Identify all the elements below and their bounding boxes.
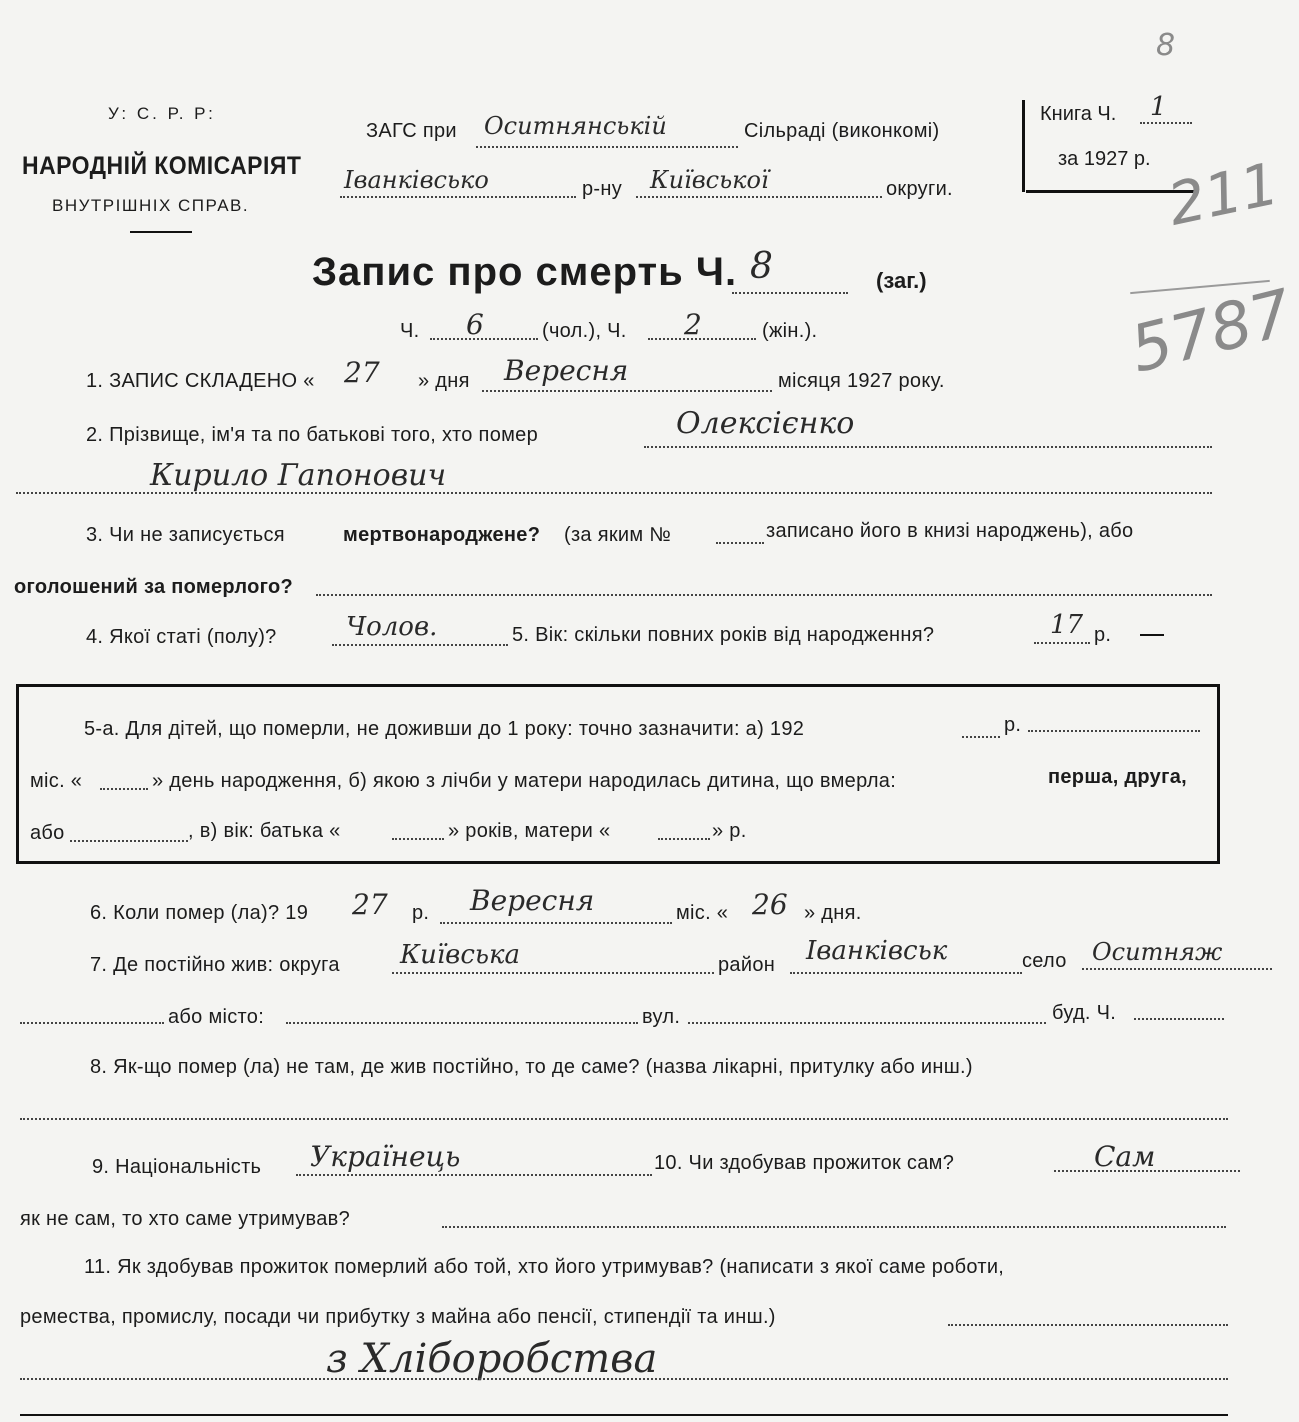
q11-answer-line (20, 1378, 1228, 1380)
q7-prefix: 7. Де постійно жив: округа (90, 954, 340, 976)
q5-age-handwritten: 17 (1050, 610, 1084, 640)
q5-age-line (1034, 642, 1090, 644)
q6-day-handwritten: 26 (752, 888, 788, 921)
q2-line-2 (16, 492, 1212, 494)
q5a-father-label: , в) вік: батька « (188, 820, 341, 842)
q5a-month-label: міс. « (30, 770, 83, 792)
record-title-suffix: (заг.) (876, 268, 927, 293)
female-count-handwritten: 2 (684, 308, 702, 341)
q3-part2: (за яким № (564, 524, 672, 546)
q7-selo-label: село (1022, 950, 1067, 972)
q2-label: 2. Прізвище, ім'я та по батькові того, хто помер (86, 424, 539, 446)
female-count-label: (жін.). (762, 320, 818, 342)
zags-okrug-label: округи. (886, 178, 953, 200)
record-number-handwritten: 8 (750, 246, 773, 287)
q3-declared-dead: оголошений за померлого? (14, 576, 294, 598)
q6-month-handwritten: Вересня (470, 884, 595, 917)
q9-label: 9. Національність (92, 1156, 262, 1178)
book-number-handwritten: 1 (1150, 92, 1167, 122)
q7-okrug-handwritten: Київська (400, 940, 521, 970)
q1-prefix: 1. ЗАПИС СКЛАДЕНО « (86, 370, 315, 392)
book-number-line (1140, 122, 1192, 124)
q4-sex-handwritten: Чолов. (346, 612, 438, 642)
book-year-label: за 1927 р. (1058, 148, 1151, 170)
q7-city-pre-line (20, 1022, 164, 1024)
q6-prefix: 6. Коли помер (ла)? 19 (90, 902, 309, 924)
commissariat-title: НАРОДНІЙ КОМІСАРІЯТ (22, 152, 302, 180)
q6-month-label: міс. « (676, 902, 729, 924)
q5a-father-line (392, 838, 444, 840)
q7-rayon-line (790, 972, 1022, 974)
q2-surname-handwritten: Олексієнко (676, 406, 855, 441)
book-label: Книга Ч. (1040, 103, 1117, 125)
q7-selo-line (1082, 968, 1272, 970)
male-count-handwritten: 6 (466, 308, 484, 341)
q7-city-line (286, 1022, 638, 1024)
record-number-line (732, 292, 848, 294)
q8-label: 8. Як-що помер (ла) не там, де жив постійно, то де саме? (назва лікарні, притулку або инш.) (90, 1056, 973, 1078)
q5-age-suffix: р. (1094, 624, 1112, 646)
q10-self-handwritten: Сам (1094, 1140, 1156, 1173)
female-count-line (648, 338, 756, 340)
q7-city-label: або місто: (168, 1006, 265, 1028)
q5a-month-line (100, 788, 148, 790)
q2-name-handwritten: Кирило Гапонович (150, 458, 447, 493)
q1-month-handwritten: Вересня (504, 354, 629, 387)
zags-village-line (476, 146, 738, 148)
q5a-mother-suffix: » р. (712, 820, 747, 842)
q11-line2: ремества, промислу, посади чи прибутку з майна або пенсії, стипендії та инш.) (20, 1306, 776, 1328)
q4-line (332, 644, 508, 646)
header-divider (130, 231, 192, 233)
q5a-year-suffix: р. (1004, 714, 1022, 736)
q4-label: 4. Якої статі (полу)? (86, 626, 277, 648)
q9-nationality-handwritten: Українець (310, 1140, 461, 1173)
q7-rayon-handwritten: Іванківськ (806, 936, 948, 966)
q10-supporter-line (442, 1226, 1226, 1228)
pencil-note-top: 8 (1156, 28, 1176, 63)
q7-house-label: буд. Ч. (1052, 1002, 1117, 1024)
zags-council-label: Сільраді (виконкомі) (744, 120, 940, 142)
q3-number-line (716, 542, 764, 544)
zags-okrug-handwritten: Київської (650, 166, 769, 194)
pencil-note-side-2: 5787 (1123, 276, 1299, 388)
zags-district-handwritten: Іванківсько (344, 166, 489, 194)
q5a-line1: 5-а. Для дітей, що померли, не доживши до 1 року: точно зазначити: а) 192 (84, 718, 805, 740)
q10-label: 10. Чи здобував прожиток сам? (654, 1152, 955, 1174)
q5a-mother-line (658, 838, 710, 840)
q5a-line2: » день народження, б) якою з лічби у матери народилась дитина, що вмерла: (152, 770, 897, 792)
q1-suffix: місяця 1927 року. (778, 370, 945, 392)
zags-okrug-line (636, 196, 882, 198)
republic-label: У: С. Р. Р: (108, 104, 216, 123)
q3-stillborn: мертвонароджене? (343, 524, 541, 546)
q9-line (296, 1174, 652, 1176)
q10-line (1054, 1170, 1240, 1172)
q6-year-handwritten: 27 (352, 888, 388, 921)
q11-line1: 11. Як здобував прожиток померлий або той, хто його утримував? (написати з якої саме роботи, (84, 1256, 1005, 1278)
q8-line (20, 1118, 1228, 1120)
q7-rayon-label: район (718, 954, 776, 976)
q7-selo-handwritten: Оситняж (1092, 938, 1223, 966)
pencil-note-side-1: 211 (1162, 149, 1285, 239)
q6-day-label: » дня. (804, 902, 862, 924)
male-count-label: (чол.), Ч. (542, 320, 627, 342)
department-label: ВНУТРІШНІХ СПРАВ. (52, 196, 250, 215)
zags-district-label: р-ну (582, 178, 623, 200)
q5-dash (1140, 634, 1164, 636)
q5a-mother-label: » років, матери « (448, 820, 611, 842)
q5a-year-line (962, 736, 1000, 738)
q6-month-line (440, 922, 672, 924)
zags-village-handwritten: Оситнянській (484, 112, 667, 140)
male-count-line (430, 338, 538, 340)
record-title: Запис про смерть Ч. (312, 250, 738, 294)
q7-street-label: вул. (642, 1006, 681, 1028)
q7-okrug-line (392, 972, 714, 974)
q7-street-line (688, 1022, 1046, 1024)
q2-line-1 (644, 446, 1212, 448)
q11-answer-handwritten: з Хліборобства (326, 1336, 658, 1382)
q1-day-label: » дня (418, 370, 470, 392)
q3-part1: 3. Чи не записується (86, 524, 285, 546)
q10-supporter-label: як не сам, то хто саме утримував? (20, 1208, 351, 1230)
zags-district-line (340, 196, 576, 198)
q3-part3: записано його в книзі народжень), або (766, 520, 1134, 542)
q5a-or-label: або (30, 822, 65, 844)
q6-year-label: р. (412, 902, 430, 924)
q5-label: 5. Вік: скільки повних років від народження? (512, 624, 935, 646)
q1-day-handwritten: 27 (344, 356, 380, 389)
q7-house-line (1134, 1018, 1224, 1020)
book-box-left-border (1022, 100, 1025, 192)
q5a-line1-fill (1028, 730, 1200, 732)
page-bottom-rule (20, 1414, 1228, 1416)
counts-label: Ч. (400, 320, 420, 342)
q3-line (316, 594, 1212, 596)
q11-line2-fill (948, 1324, 1228, 1326)
zags-prefix: ЗАГС при (366, 120, 457, 142)
q1-month-line (482, 390, 772, 392)
q5a-birth-order: перша, друга, (1048, 766, 1188, 788)
q5a-or-line (70, 840, 188, 842)
